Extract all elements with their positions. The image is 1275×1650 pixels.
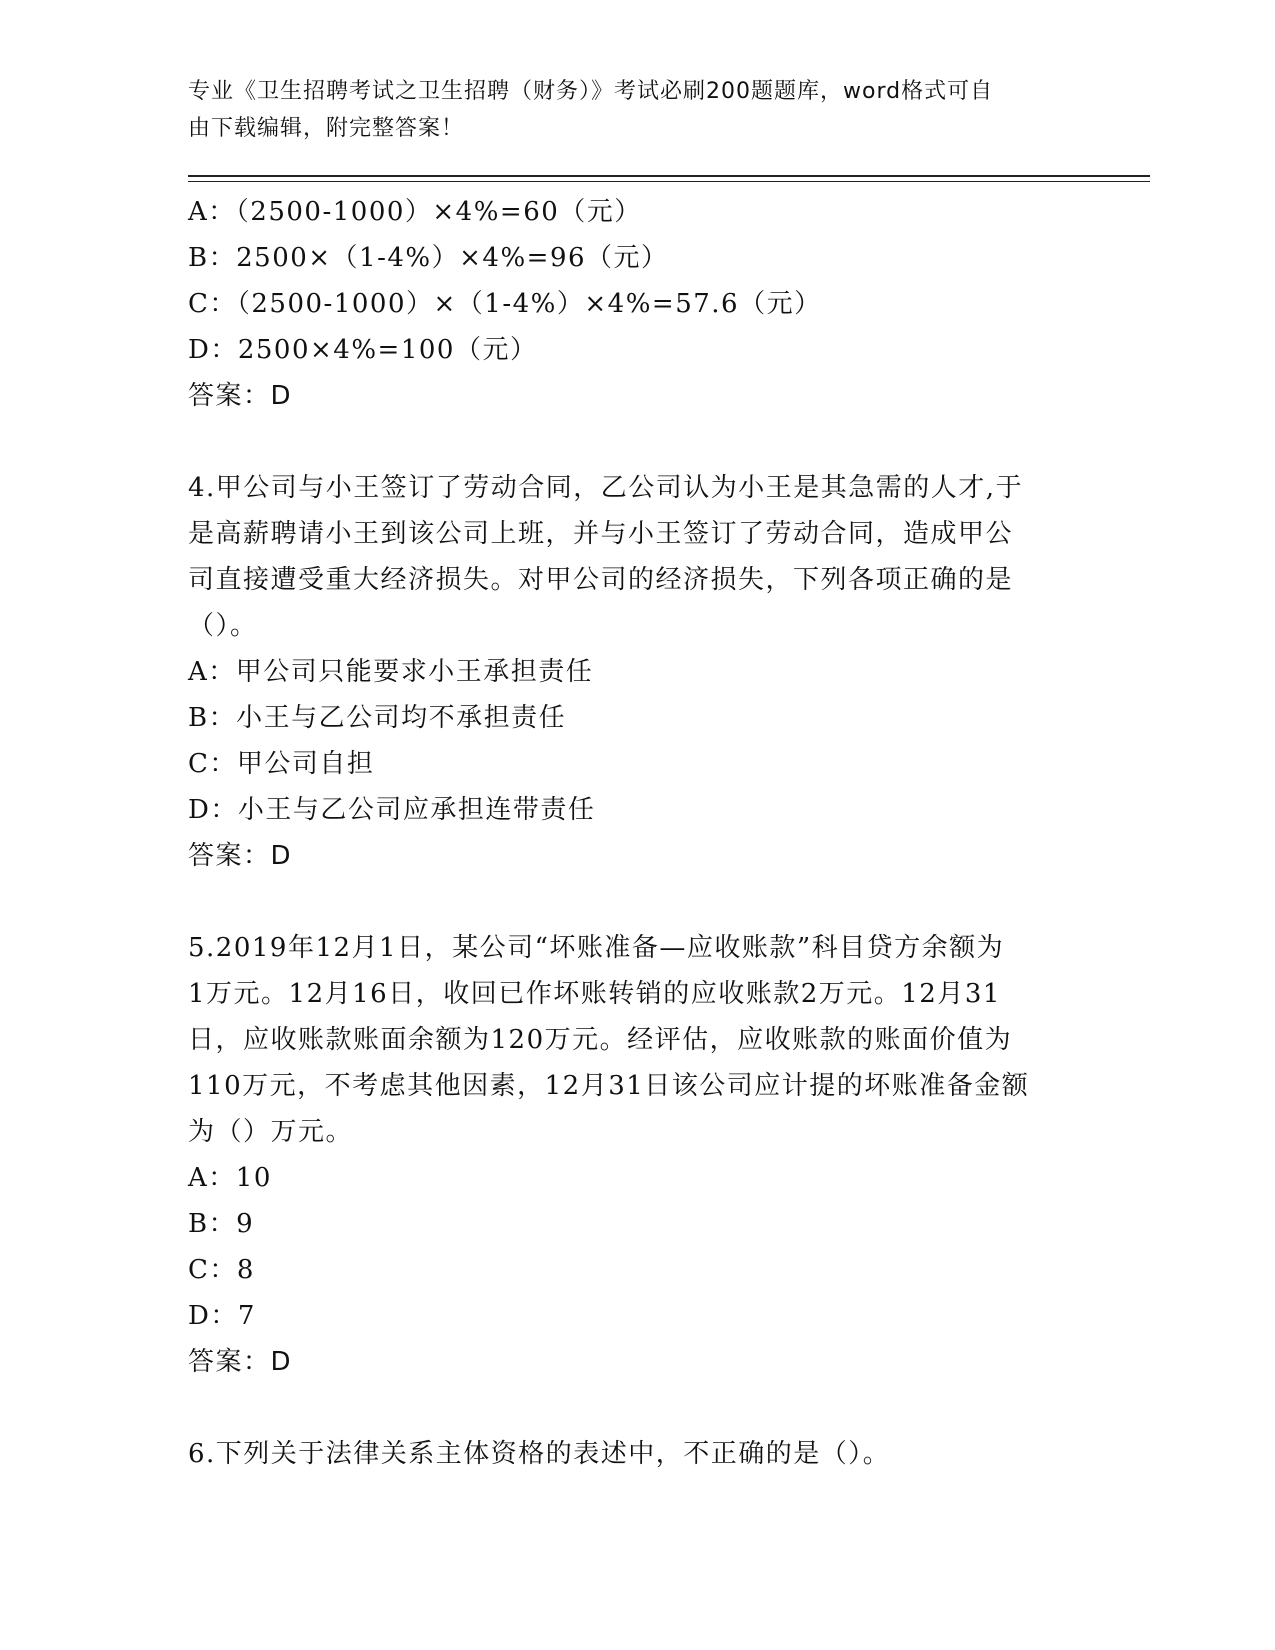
q5-option-c: C：8	[188, 1255, 255, 1285]
q4-stem-line-3: 司直接遭受重大经济损失。对甲公司的经济损失，下列各项正确的是	[188, 565, 1014, 595]
q5-answer: 答案：D	[188, 1347, 293, 1377]
q4-option-d: D：小王与乙公司应承担连带责任	[188, 795, 596, 825]
q5-stem-line-2: 1万元。12月16日，收回已作坏账转销的应收账款2万元。12月31	[188, 979, 1001, 1009]
q6-stem-line-1: 6.下列关于法律关系主体资格的表述中，不正确的是（）。	[188, 1439, 891, 1469]
spacer	[188, 1385, 1088, 1431]
q4-option-a: A：甲公司只能要求小王承担责任	[188, 657, 594, 687]
question-5	[188, 925, 1088, 1385]
q4-option-c: C：甲公司自担	[188, 749, 375, 779]
q5-option-a: A：10	[188, 1163, 272, 1193]
question-3	[188, 189, 1088, 419]
q5-stem-line-3: 日，应收账款账面余额为120万元。经评估，应收账款的账面价值为	[188, 1025, 1013, 1055]
q4-stem-line-4: （）。	[188, 611, 258, 641]
q4-option-b: B：小王与乙公司均不承担责任	[188, 703, 567, 733]
q4-answer: 答案：D	[188, 841, 293, 871]
spacer	[188, 419, 1088, 465]
q4-stem-line-2: 是高薪聘请小王到该公司上班，并与小王签订了劳动合同，造成甲公	[188, 519, 1014, 549]
q3-option-a: A：（2500-1000）×4%=60（元）	[188, 197, 642, 227]
q3-answer: 答案：D	[188, 381, 293, 411]
q5-stem-line-1: 5.2019年12月1日，某公司“坏账准备—应收账款”科目贷方余额为	[188, 933, 1005, 963]
q3-option-b: B：2500×（1-4%）×4%=96（元）	[188, 243, 669, 273]
header-divider-thin	[188, 181, 1150, 182]
question-4	[188, 465, 1088, 879]
question-content	[188, 189, 1088, 1477]
document-header	[188, 73, 1068, 147]
q5-option-d: D：7	[188, 1301, 256, 1331]
q5-stem-line-5: 为（）万元。	[188, 1117, 354, 1147]
question-6	[188, 1431, 1088, 1477]
q4-stem-line-1: 4.甲公司与小王签订了劳动合同，乙公司认为小王是其急需的人才,于	[188, 473, 1024, 503]
q3-option-d: D：2500×4%=100（元）	[188, 335, 538, 365]
spacer	[188, 879, 1088, 925]
q5-option-b: B：9	[188, 1209, 255, 1239]
header-line-1: 专业《卫生招聘考试之卫生招聘（财务）》考试必刷200题题库，word格式可自	[188, 79, 994, 104]
q5-stem-line-4: 110万元，不考虑其他因素，12月31日该公司应计提的坏账准备金额	[188, 1071, 1030, 1101]
header-line-2: 由下载编辑，附完整答案！	[188, 116, 465, 141]
q3-option-c: C：（2500-1000）×（1-4%）×4%=57.6（元）	[188, 289, 822, 319]
header-divider-thick	[188, 175, 1150, 177]
